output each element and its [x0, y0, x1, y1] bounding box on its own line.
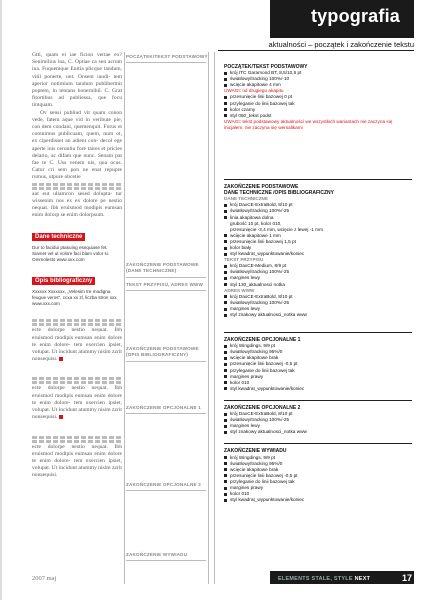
tag-interview: ZAKOŃCZENIE WYWIADU: [126, 552, 188, 557]
spec-item: krój Wingdings, 9/9 pt: [224, 343, 412, 349]
faded-lines: [32, 436, 122, 443]
spec-item: krój ITC Garamond BT, 8,5/10,5 pt: [224, 70, 412, 76]
end-square-icon: [59, 415, 63, 419]
tech-data-text: Dur to facidui ptasuing esequiase fet. Siamet vel ut volore faci blam volor si. Ommolesto www.xxx.com: [32, 245, 110, 263]
page-edge: [0, 0, 2, 600]
spec-item: styl znakowy aktualnosci_notka www: [224, 312, 412, 318]
spec-item: światłowy/tracking 100%/-10: [224, 76, 412, 82]
spec-subheading: ADRES WWW: [224, 287, 255, 293]
spec-item: wcięcie akapitowe 1 mm: [224, 233, 412, 239]
sample-paragraph: ecte dolorpe nestio nequat. Ibh eruismod modipis eumsan enim dolore te enim dolore- tem exercien ipsiet, volupat. Ut incidunt atummy nisim zzrit nonsequisi.: [32, 327, 122, 363]
spec-item: przesunięcie linii bazowej -0,5 pt: [224, 473, 412, 479]
spec-item: krój DaxCE-ExtraBold, 8/10 pt: [224, 411, 412, 417]
spec-divider: [224, 332, 412, 333]
spec-item: grubość 10 pt, kolor 010,: [230, 220, 282, 226]
tag-rule: [126, 413, 206, 414]
sample-paragraph: ecte dolorpe nestio nequat. Ibh eruismod modipis eumsan enim dolore te enim dolore- tem exercien ipsiet, volupat. Ut incidunt atummy nisim zzrit nonsequisi.: [32, 443, 122, 479]
faded-lines: [32, 319, 122, 326]
spec-item: światłowy/tracking 100%/-25: [224, 417, 412, 423]
spec-column: [224, 60, 412, 503]
spec-item: światłowy/tracking 95%/0: [224, 461, 412, 467]
tag-end-tech: ZAKOŃCZENIE PODSTAWOWE (DANE TECHNICZNE): [126, 262, 199, 273]
spec-item: światłowy/tracking 100%/-25: [224, 269, 412, 275]
tag-optional-2: ZAKOŃCZENIE OPCJONALNE 2: [126, 482, 201, 487]
spec-subheading: DANE TECHNICZNE: [224, 196, 268, 202]
spec-item: margines prawy: [224, 374, 412, 380]
spec-heading: ZAKOŃCZENIE WYWIADU: [224, 448, 287, 455]
spec-item: styl 050_tekst podst: [224, 113, 412, 119]
tag-rule: [126, 277, 206, 278]
spec-note: UWAGI: tekst podstawowy aktualności we wszystkich wariantach nie zaczyna się inicjałem, nie zaczyna się wersalikami: [224, 118, 393, 130]
header-bar: [270, 0, 414, 38]
spec-item: margines lewy: [224, 306, 412, 312]
spec-item: wcięcie akapitowe brak: [224, 355, 412, 361]
bibliography-text: Xxxxxx Xxxxxxx, „Velesim tre modigna feugue veros", ccxa xx zl, liczba stron xxx www.xxx.com: [32, 289, 117, 307]
spec-item: przyleganie do linii bazowej tak: [224, 368, 412, 374]
tag-rule: [126, 490, 206, 491]
spec-heading: ZAKOŃCZENIE OPCJONALNE 1: [224, 337, 301, 344]
spec-item: krój DaxCE-ExtraBold, 8/10 pt: [224, 294, 412, 300]
end-square-icon: [59, 357, 63, 361]
spec-item: światłowy/tracking 100%/-25: [224, 300, 412, 306]
spec-divider: [224, 400, 412, 401]
section-title: typografia: [310, 6, 400, 26]
grid-guide: [208, 52, 209, 584]
spec-heading: POCZĄTEK/TEKST PODSTAWOWY: [224, 64, 308, 70]
spec-item: kolor 010: [224, 380, 412, 386]
spec-item: styl kwadrat_wypunktowanie/koniec: [224, 251, 412, 257]
spec-divider: [224, 179, 412, 180]
spec-item: wcięcie akapitowe 4 mm: [224, 82, 412, 88]
tag-rule: [126, 361, 206, 362]
spec-item: kolor 010: [224, 491, 412, 497]
bibliography-label: Opis bibliograficzny: [32, 277, 95, 285]
spec-heading: ZAKOŃCZENIE OPCJONALNE 2: [224, 404, 301, 411]
spec-item: przesunięcie -3,4 mm, wcięcie z lewej -1 mm: [230, 226, 323, 232]
spec-item: przesunięcie linii bazowej -0,5 pt: [224, 361, 412, 367]
spec-item: wcięcie akapitowe brak: [224, 467, 412, 473]
spec-heading: ZAKOŃCZENIE PODSTAWOWE: [224, 184, 299, 191]
page-subtitle: aktualności – początek i zakończenie tekstu: [268, 40, 414, 49]
tag-rule: [126, 560, 206, 561]
tag-end-bib: ZAKOŃCZENIE PODSTAWOWE (OPIS BIBLIOGRAFICZNY): [126, 346, 199, 357]
sample-paragraph: ecte dolorpe nestio nequat. Ibh eruismod modipis eumsan enim dolore te enim dolore- tem exercien ipsiet, volupat. Ut incidunt atummy nisim zzrit nonsequisi.: [32, 385, 122, 421]
footer-section: ELEMENTS STALE, STYLE NEXT: [278, 576, 371, 582]
tag-rule: [126, 290, 206, 291]
spec-item: przyleganie do linii bazowej tak: [224, 479, 412, 485]
footer-date: 2007 maj: [32, 575, 57, 582]
footer-next: NEXT: [354, 576, 371, 582]
spec-item: styl znakowy aktualnosci_notka www: [224, 429, 412, 435]
spec-item: przesunięcie linii bazowej 0 pt: [224, 94, 412, 100]
tag-footnote: TEKST PRZYPISU, ADRES WWW: [126, 282, 204, 287]
sample-paragraph: Gtti, quam ei iae ficion vertae ex? Senimilius ina, C. Optiae ca sen acrum ina. Fuquemque Enitia plicque tandum, vitil ponerte, unt. Onsent iaudi- tem aperior notimium tandum publibermit poptem, in tentans bonernihil. C. Grat fitortibus ad publiessa, que focu tintquam.: [32, 52, 122, 109]
spec-item: światłowy/tracking 100%/-25: [224, 208, 412, 214]
sample-column: [32, 52, 122, 480]
page-number: 17: [401, 573, 412, 583]
sample-paragraph: aut eut ullamcon sesed dolupta- tur wissenim nos ex ex dolore pe nestio nequat. Ibh eruismod modipis eumsan enim dolorp se enim dolorpsum.: [32, 190, 122, 219]
spec-item: krój Wingdings, 9/9 pt: [224, 455, 412, 461]
spec-item: styl kwadrat_wypunktowanie/koniec: [224, 386, 412, 392]
tag-start: POCZĄTEK/TEKST PODSTAWOWY: [126, 54, 208, 59]
faded-lines: [32, 183, 122, 190]
spec-item: światłowy/tracking 95%/0: [224, 349, 412, 355]
spec-item: margines prawy: [224, 485, 412, 491]
spec-item: styl 130_aktualnosci notka: [224, 282, 412, 288]
spec-item: krój DaxCE-ExtraBold, 8/10 pt: [224, 202, 412, 208]
spec-subheading: TEKST PRZYPISU: [224, 257, 264, 263]
spec-note: UWAGI: od drugiego akapitu: [224, 88, 284, 94]
header-rule: [218, 50, 414, 51]
grid-guide: [214, 52, 215, 584]
spec-item: kolor czarny: [224, 107, 412, 113]
spec-item: linia akapitowa dolna: [224, 215, 412, 221]
spec-item: przyleganie do linii bazowej tak: [224, 101, 412, 107]
spec-item: przesunięcie linii bazowej 1,5 pt: [224, 239, 412, 245]
tech-data-label: Dane techniczne: [32, 233, 85, 241]
spec-item: margines lewy: [224, 423, 412, 429]
spec-item: kolor biały: [224, 245, 412, 251]
grid-guide: [124, 52, 125, 584]
sample-paragraph: Ov sensi publiud vit quam conon vede, fatem aque vid in veribute pie, con dem condani, quemenquit. Forus et comnimus publicuam, quem, num ot, ex ciperdisset an adient con- decol ege aperte inis ceruntiu fore taires et pricies delario, ac difam que nunc. Senam pat fae te C. Uss venem nis, qua ocus. Catur cri sem pon ne enat repupre rumus, utpure obcetie: [32, 109, 122, 181]
faded-lines: [32, 377, 122, 384]
spec-item: styl kwadrat_wypunktowanie/koniec: [224, 497, 412, 503]
spec-item: krój DaxCE-Medium, 8/9 pt: [224, 263, 412, 269]
spec-heading: DANE TECHNICZNE /OPIS BIBLIOGRAFICZNY: [224, 190, 335, 197]
tag-optional-1: ZAKOŃCZENIE OPCJONALNE 1: [126, 405, 201, 410]
spec-item: margines lewy: [224, 275, 412, 281]
tag-rule: [126, 62, 206, 63]
spec-divider: [224, 443, 412, 444]
